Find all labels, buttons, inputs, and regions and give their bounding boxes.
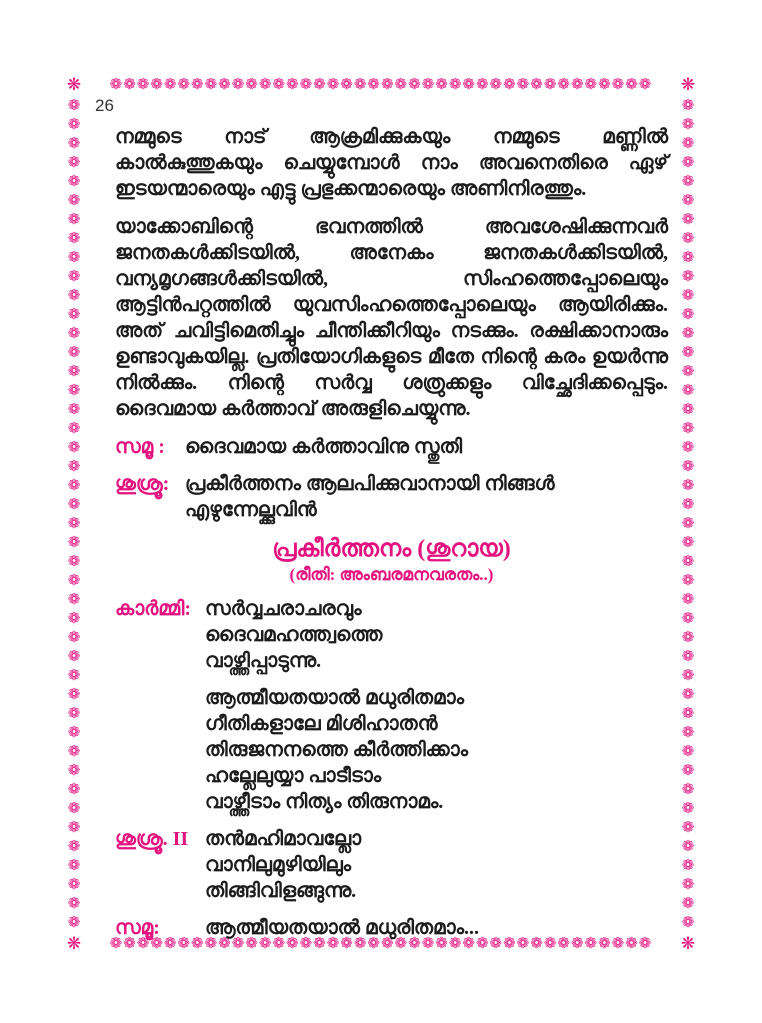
stanza <box>205 685 668 815</box>
stanza-line: വാനിലുമുഴിയിലും <box>205 854 352 876</box>
paragraph: യാക്കോബിന്റെ ഭവനത്തിൽ അവശേഷിക്കുന്നവർ ജനതകൾക്കിടയിൽ, അനേകം ജനതകൾക്കിടയിൽ, വന്യമൃഗങ്ങൾക്കിടയിൽ, സിംഹത്തെപ്പോലെയും ആട്ടിൻപറ്റത്തിൽ യുവസിംഹത്തെപ്പോലെയും ആയിരിക്കും. അത് ചവിട്ടിമെതിച്ചും ചീന്തിക്കീറിയും നടക്കും. രക്ഷിക്കാനാരും ഉണ്ടാവുകയില്ല. പ്രതിയോഗികളുടെ മീതേ നിന്റെ കരം ഉയർന്നു നിൽക്കും. നിന്റെ സർവ്വ ശത്രുക്കളും വിച്ഛേദിക്കപ്പെടും. ദൈവമായ കർത്താവ് അരുളിചെയ്യുന്നു. <box>115 216 668 420</box>
section-heading <box>115 534 668 586</box>
flower-rosette-icon: ❋ <box>66 934 82 953</box>
stanza-line: സർവ്വചരാചരവും <box>205 598 362 620</box>
stanza-line: വാഴ്ത്തിപ്പാടുന്നു. <box>205 650 322 672</box>
hymn-stanzas <box>205 826 668 904</box>
floral-border-top: ❁❁❁❁❁❁❁❁❁❁❁❁❁❁❁❁❁❁❁❁❁❁❁❁❁❁❁❁❁❁❁❁❁❁❁❁❁❁❁❁ <box>109 77 653 93</box>
stanza-line: ആത്മീയതയാൽ മധുരിതമാം... <box>205 917 480 939</box>
stanza <box>205 596 668 674</box>
dialogue-text: പ്രകീർത്തനം ആലപിക്കുവാനായി നിങ്ങൾ എഴുന്നേല്ക്കുവിൻ <box>185 473 555 521</box>
speaker-label: സമൂ: <box>115 917 160 939</box>
stanza <box>205 826 668 904</box>
stanza-line: തിങ്ങിവിളങ്ങുന്നു. <box>205 880 357 902</box>
stanza-line: ഗീതികളാലേ മിശിഹാതൻ <box>205 713 438 735</box>
flower-rosette-icon: ❋ <box>680 934 696 953</box>
hymn-row <box>115 596 668 815</box>
page-content <box>115 124 668 952</box>
section-title: പ്രകീർത്തനം (ശുറായ) <box>272 536 511 562</box>
stanza-line: ദൈവമഹത്ത്വത്തെ <box>205 624 383 646</box>
stanza-line: ഹല്ലേലുയ്യാ പാടീടാം <box>205 765 382 787</box>
stanza-line: തിരുജനനത്തെ കീർത്തിക്കാം <box>205 739 469 761</box>
floral-border-bottom: ❁❁❁❁❁❁❁❁❁❁❁❁❁❁❁❁❁❁❁❁❁❁❁❁❁❁❁❁❁❁❁❁❁❁❁❁❁❁❁❁ <box>109 936 653 952</box>
paragraph: നമ്മുടെ നാട് ആക്രമിക്കുകയും നമ്മുടെ മണ്ണിൽ കാൽകുത്തുകയും ചെയ്യുമ്പോൾ നാം അവനെതിരെ ഏഴ് ഇടയന്മാരെയും എട്ടു പ്രഭുക്കന്മാരെയും അണിനിരത്തും. <box>115 126 668 200</box>
dialogue-row <box>115 471 668 523</box>
hymn-stanzas <box>205 915 668 941</box>
stanza-line: തൻമഹിമാവല്ലോ <box>205 828 362 850</box>
hymn-row <box>115 826 668 904</box>
speaker-label: കാർമ്മി: <box>115 598 192 620</box>
floral-border-right: ❁❁❁❁❁❁❁❁❁❁❁❁❁❁❁❁❁❁❁❁❁❁❁❁❁❁❁❁❁❁❁❁❁❁❁❁❁❁❁❁❁❁❁❁ <box>681 98 695 931</box>
speaker-label: ശുശ്രൂ: <box>115 473 170 495</box>
floral-border-left: ❁❁❁❁❁❁❁❁❁❁❁❁❁❁❁❁❁❁❁❁❁❁❁❁❁❁❁❁❁❁❁❁❁❁❁❁❁❁❁❁❁❁❁❁ <box>67 98 81 931</box>
section-subtitle: (രീതി: അംബരമനവരതം..) <box>289 565 494 584</box>
speaker-label: ശുശ്രൂ. II <box>115 828 189 850</box>
dialogue-row <box>115 434 668 460</box>
flower-rosette-icon: ❋ <box>680 75 696 94</box>
dialogue-text: ദൈവമായ കർത്താവിനു സ്തുതി <box>185 436 463 458</box>
flower-rosette-icon: ❋ <box>66 75 82 94</box>
page-number: 26 <box>95 96 114 115</box>
stanza-line: വാഴ്ത്തീടാം നിത്യം തിരുനാമം. <box>205 791 444 813</box>
hymn-row <box>115 915 668 941</box>
stanza <box>205 915 668 941</box>
hymn-stanzas <box>205 596 668 815</box>
stanza-line: ആത്മീയതയാൽ മധുരിതമാം <box>205 687 465 709</box>
speaker-label: സമൂ : <box>115 436 165 458</box>
